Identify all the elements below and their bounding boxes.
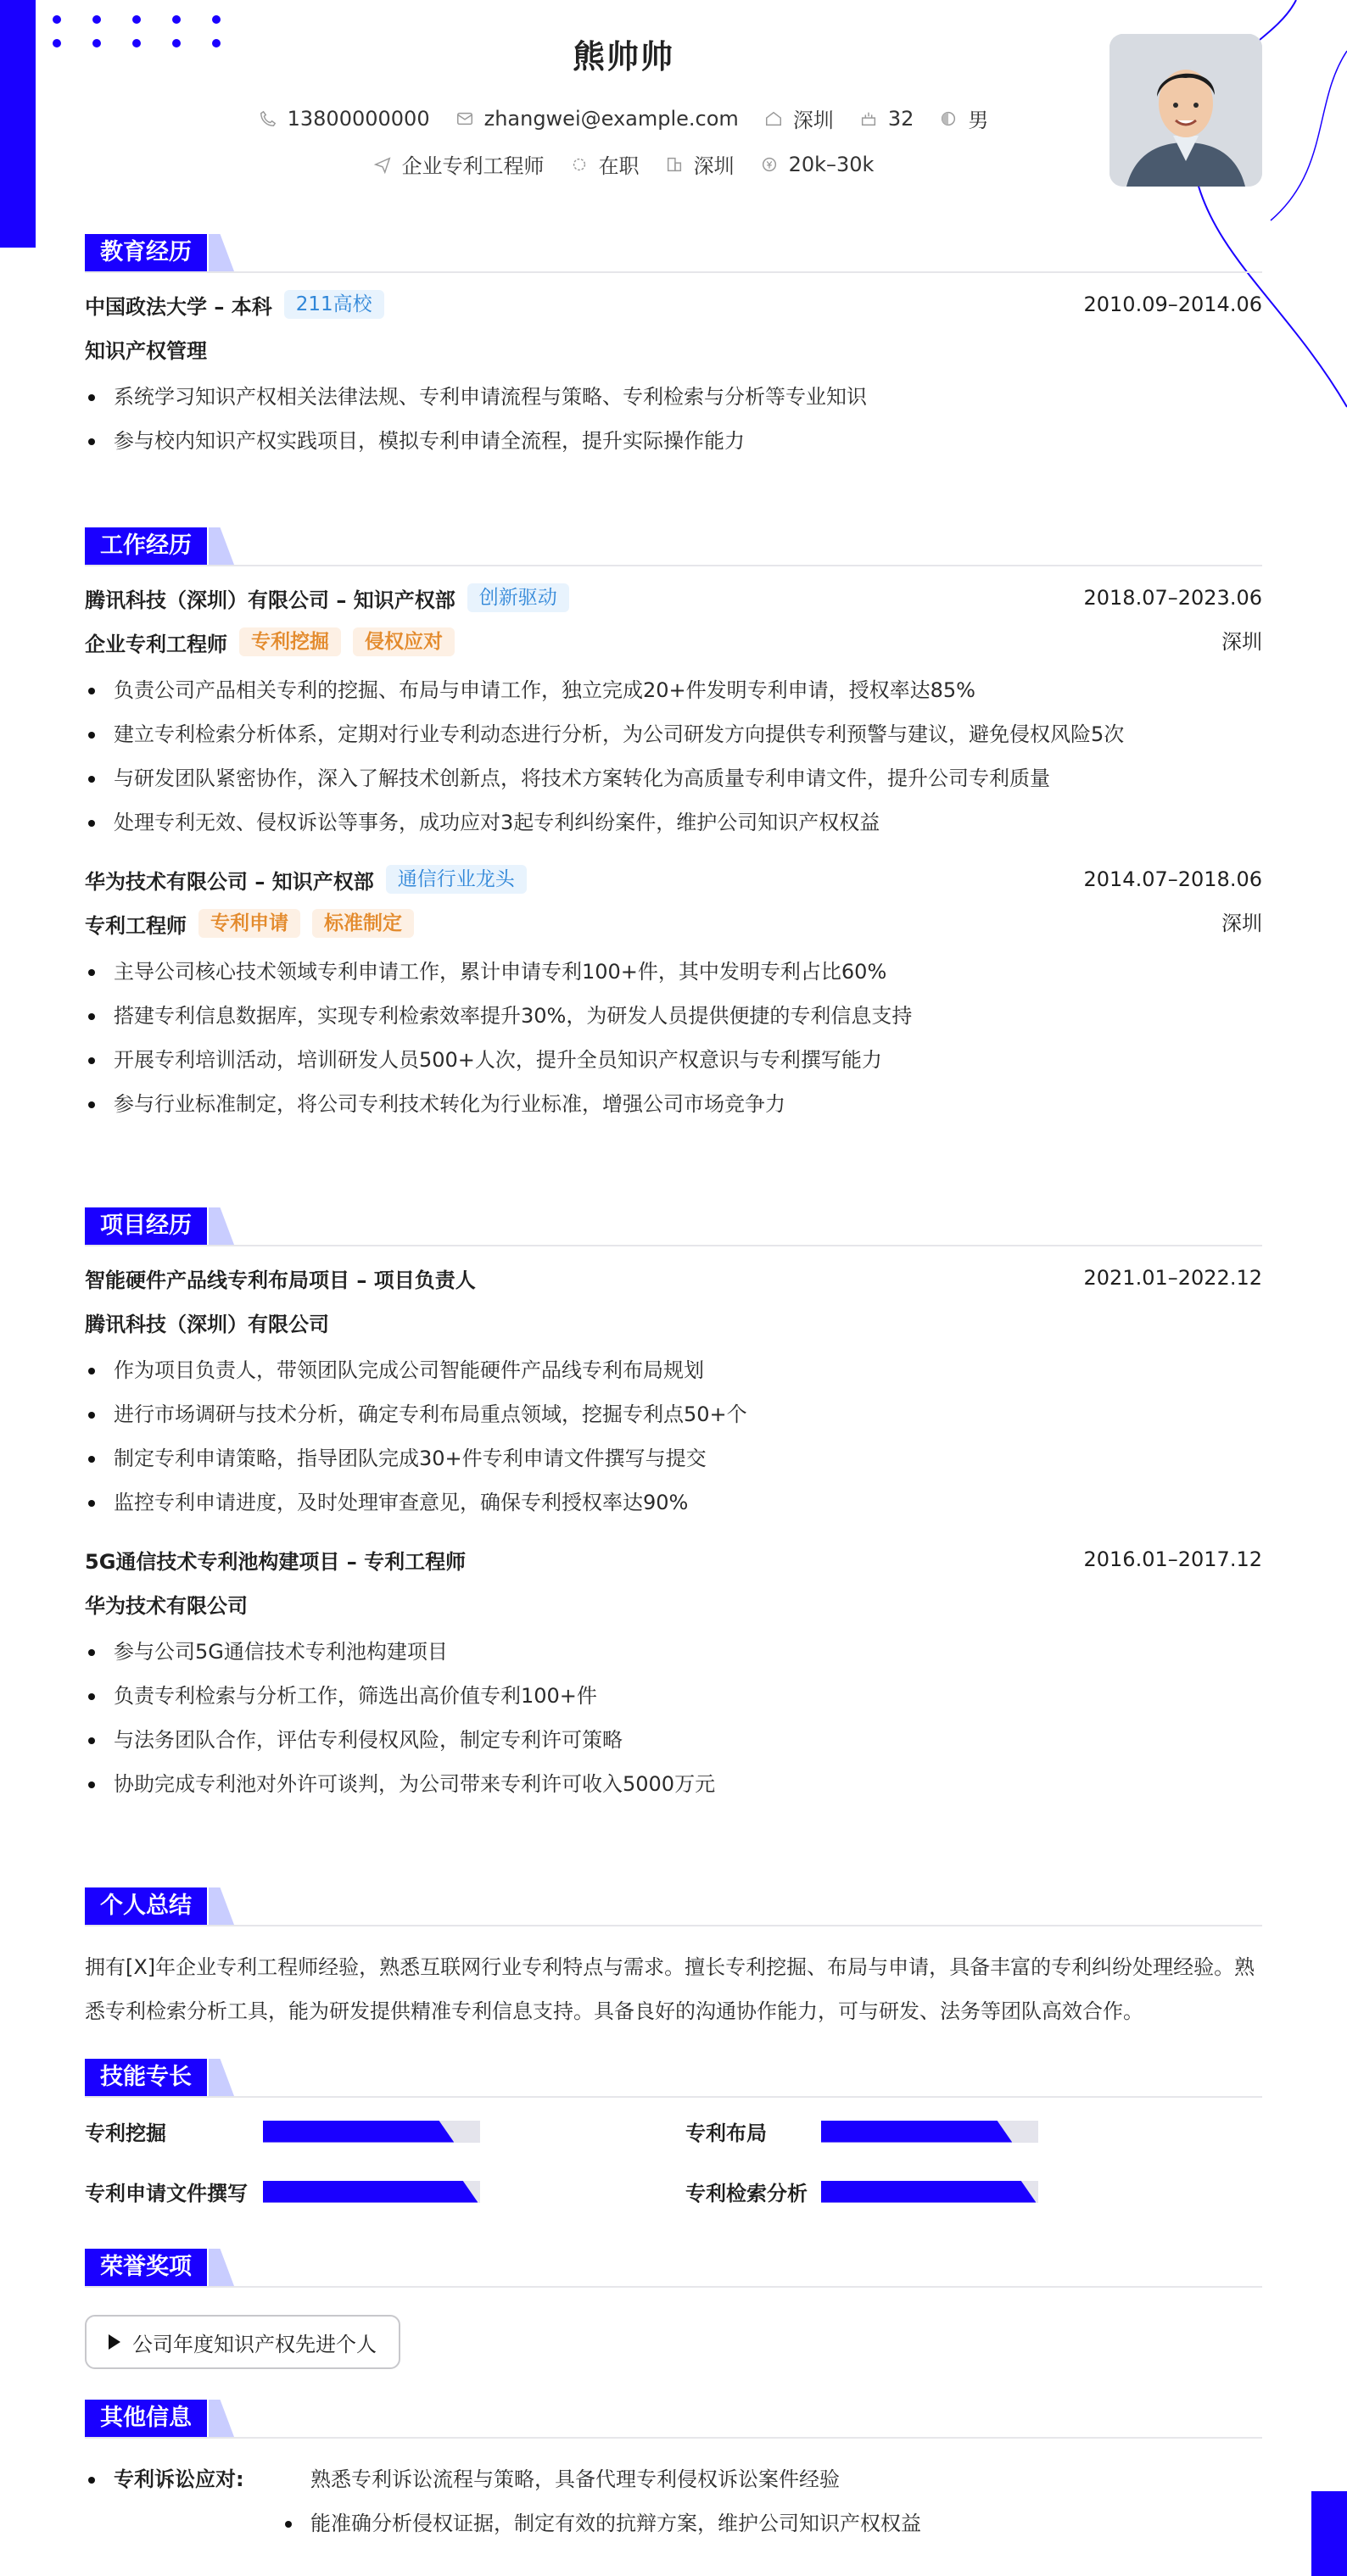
list-item: 建立专利检索分析体系，定期对行业专利动态进行分析，为公司研发方向提供专利预警与建议，避免侵权风险5次 — [85, 712, 1262, 756]
candidate-name: 熊帅帅 — [572, 38, 674, 75]
school-tag: 211高校 — [284, 290, 384, 319]
work-location: 深圳 — [1221, 912, 1262, 935]
education-section — [85, 234, 1262, 463]
list-item: 作为项目负责人，带领团队完成公司智能硬件产品线专利布局规划 — [85, 1348, 1262, 1392]
position-text: 企业专利工程师 — [401, 154, 545, 178]
work-bullets — [85, 668, 1262, 845]
contact-row — [85, 103, 1162, 133]
work-date: 2018.07–2023.06 — [1083, 586, 1262, 610]
skill-bar-fill — [263, 2121, 454, 2143]
project-bullets — [85, 1348, 1262, 1525]
list-item: 开展专利培训活动，培训研发人员500+人次，提升全员知识产权意识与专利撰写能力 — [85, 1038, 1262, 1082]
project-date: 2016.01–2017.12 — [1083, 1547, 1262, 1571]
profile-photo — [1109, 34, 1262, 187]
list-item: 熟悉专利诉讼流程与策略，具备代理专利侵权诉讼案件经验 — [310, 2467, 840, 2491]
project-name: 智能硬件产品线专利布局项目 – 项目负责人 — [85, 1268, 476, 1292]
education-date: 2010.09–2014.06 — [1083, 293, 1262, 316]
email-text: zhangwei@example.com — [483, 106, 739, 131]
city-item — [764, 103, 834, 133]
project-company-row — [85, 1591, 1262, 1616]
section-header — [85, 1207, 1262, 1246]
education-bullets — [85, 375, 1262, 463]
section-title-work: 工作经历 — [85, 527, 207, 565]
project-row — [85, 1547, 1262, 1572]
job-tag: 标准制定 — [312, 909, 414, 938]
status-text: 在职 — [598, 154, 640, 178]
bottom-right-accent — [1311, 2491, 1347, 2576]
company-name: 腾讯科技（深圳）有限公司 – 知识产权部 — [85, 588, 456, 612]
major-name: 知识产权管理 — [85, 338, 207, 363]
summary-section — [85, 1887, 1262, 2033]
skill-bar — [821, 2181, 1038, 2203]
mail-icon — [456, 109, 474, 128]
job-tag: 专利挖掘 — [239, 627, 341, 656]
skill-item — [85, 2116, 685, 2146]
section-title-summary: 个人总结 — [85, 1887, 207, 1925]
other-section — [85, 2400, 1262, 2545]
award-text: 公司年度知识产权先进个人 — [132, 2332, 377, 2356]
list-item: 与法务团队合作，评估专利侵权风险，制定专利许可策略 — [85, 1718, 1262, 1762]
gender-icon — [939, 109, 958, 128]
cake-icon — [859, 109, 878, 128]
skill-bar — [263, 2181, 480, 2203]
email-item — [456, 107, 739, 131]
work-title-row — [85, 911, 1262, 936]
work-company-row — [85, 585, 1262, 611]
awards-section — [85, 2249, 1262, 2369]
status-icon — [570, 155, 589, 174]
age-item — [859, 107, 914, 131]
job-tag: 侵权应对 — [353, 627, 455, 656]
phone-icon — [259, 109, 277, 128]
section-header — [85, 2400, 1262, 2439]
play-icon — [109, 2334, 120, 2350]
position-item — [373, 149, 545, 179]
project-company-row — [85, 1309, 1262, 1335]
section-header — [85, 1887, 1262, 1926]
section-title-other: 其他信息 — [85, 2400, 207, 2437]
work-date: 2014.07–2018.06 — [1083, 867, 1262, 891]
section-title-project: 项目经历 — [85, 1207, 207, 1245]
skill-name: 专利申请文件撰写 — [85, 2182, 248, 2205]
skill-bar-fill — [821, 2121, 1012, 2143]
list-item: 参与校内知识产权实践项目，模拟专利申请全流程，提升实际操作能力 — [85, 419, 1262, 463]
skill-bar — [263, 2121, 480, 2143]
list-item: 搭建专利信息数据库，实现专利检索效率提升30%，为研发人员提供便捷的专利信息支持 — [85, 994, 1262, 1038]
skill-bar — [821, 2121, 1038, 2143]
list-item: 进行市场调研与技术分析，确定专利布局重点领域，挖掘专利点50+个 — [85, 1392, 1262, 1436]
work-section — [85, 527, 1262, 1126]
major-row — [85, 336, 1262, 361]
project-section — [85, 1207, 1262, 1806]
project-date: 2021.01–2022.12 — [1083, 1266, 1262, 1290]
gender-text: 男 — [968, 109, 989, 132]
target-city-item — [665, 149, 735, 179]
skill-item — [85, 2177, 685, 2206]
skills-grid — [85, 2116, 1262, 2206]
project-name: 5G通信技术专利池构建项目 – 专利工程师 — [85, 1549, 467, 1574]
list-item: 制定专利申请策略，指导团队完成30+件专利申请文件撰写与提交 — [85, 1436, 1262, 1480]
project-bullets — [85, 1630, 1262, 1806]
work-company-row — [85, 867, 1262, 892]
salary-text: 20k–30k — [788, 152, 875, 176]
project-company: 华为技术有限公司 — [85, 1593, 248, 1618]
list-item: 参与行业标准制定，将公司专利技术转化为行业标准，增强公司市场竞争力 — [85, 1082, 1262, 1126]
company-tag: 创新驱动 — [467, 583, 569, 612]
list-item: 能准确分析侵权证据，制定有效的抗辩方案，维护公司知识产权权益 — [282, 2501, 1262, 2545]
salary-item — [760, 153, 875, 176]
other-items — [282, 2457, 1262, 2545]
section-title-skills: 技能专长 — [85, 2059, 207, 2096]
skill-name: 专利检索分析 — [685, 2182, 808, 2205]
job-intent-row — [85, 149, 1162, 179]
left-accent-bar — [0, 0, 36, 248]
job-title: 企业专利工程师 — [85, 632, 227, 656]
school-name: 中国政法大学 – 本科 — [85, 294, 272, 319]
skill-bar-fill — [263, 2181, 478, 2203]
list-item: 参与公司5G通信技术专利池构建项目 — [85, 1630, 1262, 1674]
list-item: 处理专利无效、侵权诉讼等事务，成功应对3起专利纠纷案件，维护公司知识产权权益 — [85, 800, 1262, 845]
gender-item — [939, 103, 988, 133]
other-label: 专利诉讼应对: — [114, 2467, 244, 2491]
city-text: 深圳 — [792, 109, 834, 132]
home-icon — [764, 109, 783, 128]
status-item — [570, 149, 640, 179]
job-title: 专利工程师 — [85, 913, 187, 938]
send-icon — [373, 155, 392, 174]
summary-text: 拥有[X]年企业专利工程师经验，熟悉互联网行业专利特点与需求。擅长专利挖掘、布局与申请，具备丰富的专利纠纷处理经验。熟悉专利检索分析工具，能为研发提供精准专利信息支持。具备良好的沟通协作能力，可与研发、法务等团队高效合作。 — [85, 1955, 1255, 2023]
skill-name: 专利布局 — [685, 2122, 767, 2145]
resume-header — [85, 0, 1262, 204]
phone-item — [259, 107, 430, 131]
money-icon — [760, 155, 779, 174]
resume-page — [85, 0, 1262, 2576]
job-tag: 专利申请 — [198, 909, 300, 938]
list-item: 监控专利申请进度，及时处理审查意见，确保专利授权率达90% — [85, 1480, 1262, 1525]
project-company: 腾讯科技（深圳）有限公司 — [85, 1312, 329, 1336]
section-header — [85, 2059, 1262, 2098]
skills-section — [85, 2059, 1262, 2206]
building-icon — [665, 155, 684, 174]
list-item: 负责公司产品相关专利的挖掘、布局与申请工作，独立完成20+件发明专利申请，授权率达85% — [85, 668, 1262, 712]
list-item: 负责专利检索与分析工作，筛选出高价值专利100+件 — [85, 1674, 1262, 1718]
work-bullets — [85, 950, 1262, 1126]
list-item: 系统学习知识产权相关法律法规、专利申请流程与策略、专利检索与分析等专业知识 — [85, 375, 1262, 419]
section-title-education: 教育经历 — [85, 234, 207, 271]
skill-item — [685, 2177, 1262, 2206]
company-name: 华为技术有限公司 – 知识产权部 — [85, 869, 374, 894]
target-city-text: 深圳 — [693, 154, 735, 178]
skill-item — [685, 2116, 1262, 2146]
company-tag: 通信行业龙头 — [386, 865, 527, 894]
skill-name: 专利挖掘 — [85, 2122, 166, 2145]
section-header — [85, 527, 1262, 566]
list-item: 协助完成专利池对外许可谈判，为公司带来专利许可收入5000万元 — [85, 1762, 1262, 1806]
section-header — [85, 234, 1262, 273]
age-text: 32 — [887, 106, 914, 131]
skill-bar-fill — [821, 2181, 1036, 2203]
education-entry — [85, 292, 1262, 317]
other-info-row — [85, 2457, 1262, 2545]
section-title-awards: 荣誉奖项 — [85, 2249, 207, 2286]
award-item — [85, 2315, 400, 2369]
list-item: 与研发团队紧密协作，深入了解技术创新点，将技术方案转化为高质量专利申请文件，提升公司专利质量 — [85, 756, 1262, 800]
project-row — [85, 1265, 1262, 1291]
work-location: 深圳 — [1221, 630, 1262, 654]
list-item: 主导公司核心技术领域专利申请工作，累计申请专利100+件，其中发明专利占比60% — [85, 950, 1262, 994]
phone-text: 13800000000 — [287, 106, 430, 131]
section-header — [85, 2249, 1262, 2288]
work-title-row — [85, 629, 1262, 655]
